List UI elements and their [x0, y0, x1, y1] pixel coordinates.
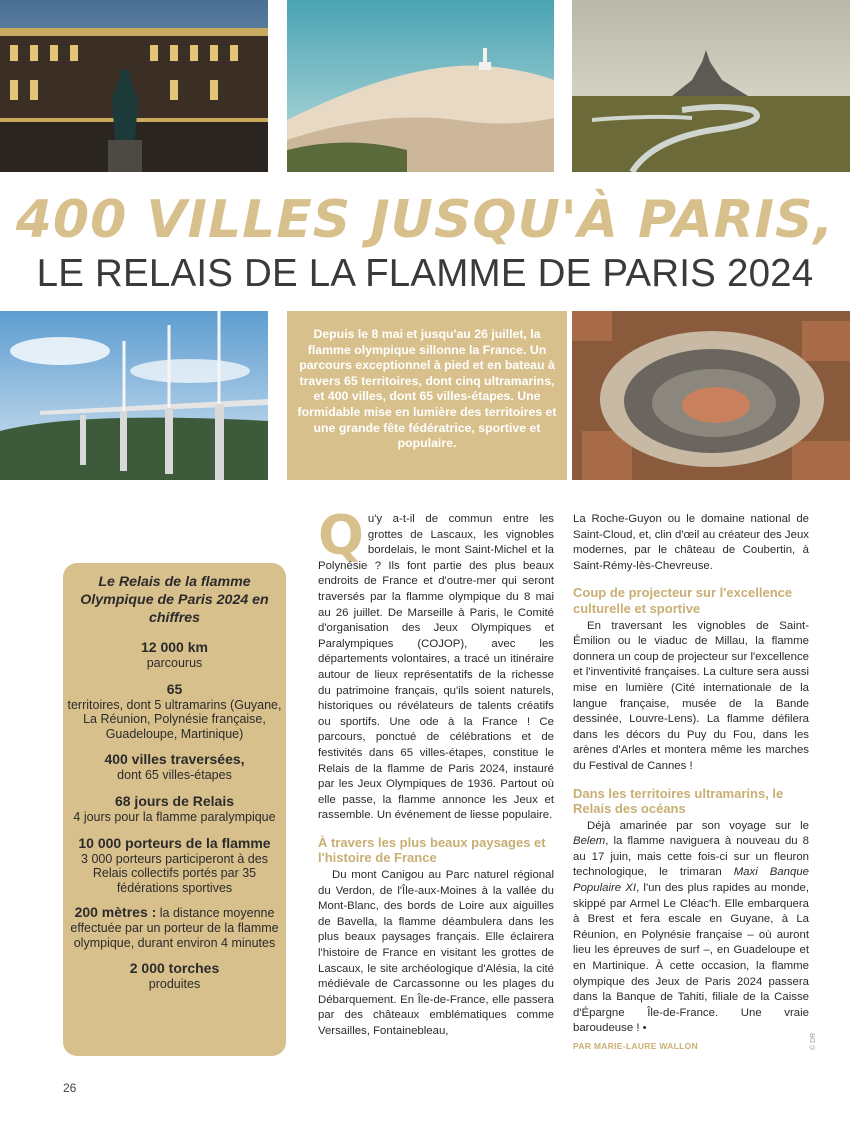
- stat-cities-text: dont 65 villes-étapes: [117, 768, 232, 783]
- page-heading: [0, 188, 850, 296]
- stat-cities-value: 400 villes traversées,: [104, 751, 245, 768]
- dropcap: Q: [318, 504, 364, 567]
- article-paragraph-1-text: u'y a-t-il de commun entre les grottes de Lascaux, les vignobles bordelais, le mont Saint-Michel et la Polynésie ? Ils font partie des plus beaux endroits de France et d'outre-mer qui seront traversés par la flamme olympique du 8 mai au 26 juillet. De Marseille à Paris, le Comité d'organisation des Jeux Olympiques et Paralympiques (COJOP), avec les départements volontaires, a tracé un itinéraire autour de lieux représentatifs de la richesse du patrimoine français, qu'ils soient naturels, historiques ou révélateurs de talents créatifs ou sportifs. Une ode à la France ! Ce parcours, ponctué de célébrations et de festivités dans 65 villes-étapes, constitue le Relais de la flamme de Paris 2024, instauré par les Jeux Olympiques de 1936. Partout où elle passe, la flamme annonce les Jeux et rassemble. Un événement de liesse populaire.: [318, 513, 554, 822]
- article-paragraph-4-part-c: , l'un des plus rapides au monde, skippé par Armel Le Cléac'h. Elle embarquera à Brest et fera escale en Guyane, à La Réunion, en Polynésie française – où auront lieu les épreuves de surf –, en Guadeloupe et en Martinique. À cette occasion, la flamme olympique des Jeux de Paris 2024 passera dans la Banque de Tahiti, filiale de la Caisse d'Épargne Île-de-France. Une vraie baroudeuse ! •: [573, 882, 809, 1035]
- ship-name-belem: Belem: [573, 835, 606, 848]
- stat-meters-text: la distance moyenne effectuée par un porteur de la flamme olympique, durant environ 4 minutes: [70, 906, 279, 950]
- article-paragraph-1: [318, 504, 554, 824]
- stat-distance-value: 12 000 km: [141, 639, 208, 655]
- stat-torches-text: produites: [148, 977, 201, 992]
- stat-torches-value: 2 000 torches: [129, 960, 220, 977]
- subheading-ultramarins: Dans les territoires ultramarins, le Relais des océans: [573, 785, 784, 817]
- photo-mont-ventoux: [287, 0, 554, 172]
- stat-territories-text: territoires, dont 5 ultramarins (Guyane, La Réunion, Polynésie française, Guadeloupe, Martinique): [67, 697, 282, 741]
- byline: PAR MARIE-LAURE WALLON: [573, 1041, 698, 1051]
- photo-credit: © DR: [810, 1032, 817, 1050]
- article-paragraph-4-part-b: , la flamme naviguera à nouveau du 8 au 17 juin, mais cette fois-ci sur un fleuron technologique, le trimaran: [573, 835, 809, 879]
- article-paragraph-4-part-a: Déjà amarinée par son voyage sur le: [587, 819, 809, 832]
- title-brush: 400 VILLES JUSQU'À PARIS,: [15, 190, 835, 250]
- stat-territories: [63, 681, 286, 742]
- stats-box: [63, 563, 286, 1056]
- photo-arenes-arles: [572, 311, 850, 480]
- article-paragraph-2-continued: La Roche-Guyon ou le domaine national de Saint-Cloud, et, clin d'œil au créateur des Jeux modernes, par le château de Coubertin, à Saint-Rémy-lès-Chevreuse.: [573, 513, 809, 572]
- stats-box-title: Le Relais de la flamme Olympique de Paris 2024 en chiffres: [80, 574, 269, 626]
- stat-days: [63, 793, 286, 825]
- stat-territories-value: 65: [166, 680, 183, 697]
- article-paragraph-4: [573, 819, 809, 1037]
- stat-bearers-value: 10 000 porteurs de la flamme: [78, 834, 271, 851]
- stat-days-text: 4 jours pour la flamme paralympique: [73, 809, 276, 824]
- article-column-1: [318, 504, 554, 1040]
- stat-meters-value: 200 mètres :: [74, 904, 157, 921]
- title-subtitle: LE RELAIS DE LA FLAMME DE PARIS 2024: [36, 252, 814, 295]
- page-number: 26: [63, 1081, 77, 1095]
- stat-distance-text: parcourus: [146, 656, 203, 670]
- photo-mont-saint-michel: [572, 0, 850, 172]
- subheading-paysages: À travers les plus beaux paysages et l'histoire de France: [318, 834, 546, 866]
- stat-distance: [63, 639, 286, 671]
- article-column-2: [573, 512, 809, 1055]
- photo-viaduc-millau: [0, 311, 268, 480]
- stat-cities: [63, 751, 286, 783]
- subheading-excellence: Coup de projecteur sur l'excellence culturelle et sportive: [573, 585, 793, 616]
- article-paragraph-2: Du mont Canigou au Parc naturel régional du Verdon, de l'Île-aux-Moines à la vallée du Mont-Blanc, des bords de Loire aux aiguilles de Bavella, la flamme déambulera dans les plus beaux paysages français. Elle éclairera l'histoire de France en visitant les grottes de Lascaux, le site archéologique d'Alésia, la cité médiévale de Carcassonne ou les plages du Débarquement. En Île-de-France, elle passera par des châteaux emblématiques comme Versailles, Fontainebleau,: [318, 869, 554, 1037]
- article-paragraph-3: En traversant les vignobles de Saint-Émilion ou le viaduc de Millau, la flamme donnera un coup de projecteur sur l'excellence et l'inventivité françaises. La culture sera aussi mise en lumière (Cité internationale de la langue française, musée de la Bande dessinée, Louvre-Lens). La flamme défilera dans les décors du Puy du Fou, dans les arènes d'Arles et montera même les marches du Festival de Cannes !: [573, 619, 809, 772]
- intro-lead: Depuis le 8 mai et jusqu'au 26 juillet, la flamme olympique sillonne la France. Un parcours exceptionnel à pied et en bateau à travers 65 territoires, dont cinq ultramarins, et 400 villes, dont 65 villes-étapes. Une formidable mise en lumière des territoires et une grande fête fédératrice, sportive et populaire.: [287, 311, 567, 480]
- stat-meters: [63, 905, 286, 950]
- stat-torches: [63, 960, 286, 992]
- boat-name-trimaran: Maxi Banque Populaire XI: [573, 866, 809, 895]
- photo-versailles: [0, 0, 268, 172]
- stat-bearers-text: 3 000 porteurs participeront à des Relais collectifs portés par 35 fédérations sportives: [81, 851, 268, 895]
- stat-bearers: [63, 835, 286, 896]
- stat-days-value: 68 jours de Relais: [114, 792, 235, 809]
